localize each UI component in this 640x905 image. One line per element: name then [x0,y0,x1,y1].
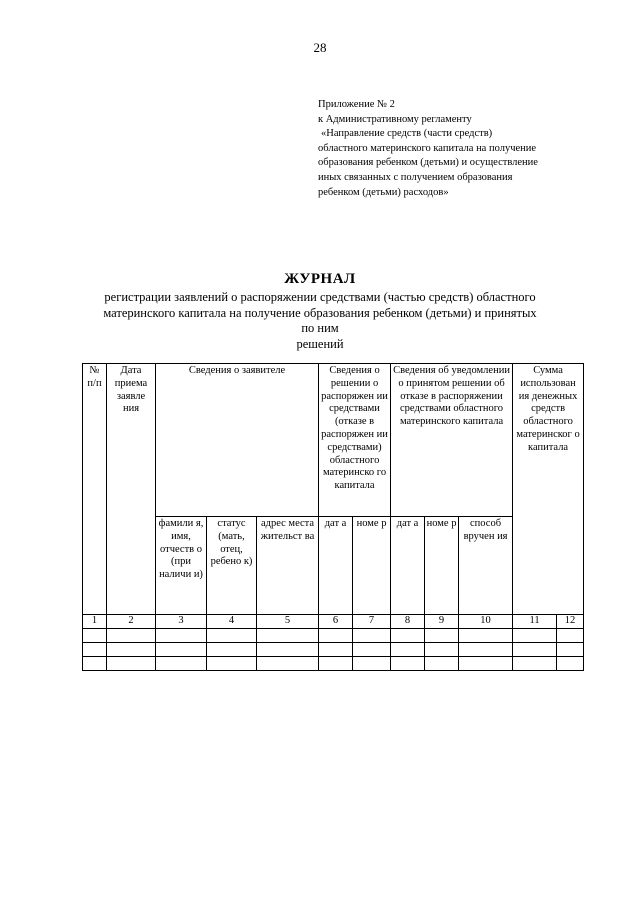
table-cell [513,628,557,642]
table-cell [107,656,156,670]
column-number: 4 [207,615,257,629]
header-decision: Сведения о решении о распоряжен ии средствами (отказе в распоряжен ии средствами) областного материнско го капитала [319,364,391,517]
appendix-line: «Направление средств (части средств) [321,128,493,140]
table-cell [353,628,391,642]
table-cell [107,642,156,656]
table-cell [207,642,257,656]
table-cell [425,642,459,656]
table-cell [83,628,107,642]
table-cell [319,642,353,656]
table-cell [207,628,257,642]
appendix-line: ребенком (детьми) расходов» [318,186,449,198]
table-cell [391,628,425,642]
table-cell [459,642,513,656]
table-cell [207,656,257,670]
appendix-line: образования ребенком (детьми) и осуществление [318,157,538,169]
table-cell [156,628,207,642]
header-sum: Сумма использован ия денежных средств областного материнског о капитала [513,364,584,615]
table-cell [319,628,353,642]
table-cell [257,628,319,642]
table-header-row [83,364,584,517]
subheader-decision-date: дат а [319,517,353,615]
column-number: 9 [425,615,459,629]
table-cell [257,642,319,656]
table-cell [83,656,107,670]
subheader-notice-method: способ вручен ия [459,517,513,615]
table-cell [513,656,557,670]
table-cell [353,656,391,670]
appendix-line: областного материнского капитала на получение [318,142,537,154]
appendix-line: Приложение № 2 [318,99,395,110]
column-number: 7 [353,615,391,629]
table-cell [557,642,584,656]
subtitle-line: решений [296,336,344,351]
table-cell [257,656,319,670]
table-cell [319,656,353,670]
table-cell [353,642,391,656]
column-number: 3 [156,615,207,629]
subheader-decision-number: номе р [353,517,391,615]
subtitle-line: регистрации заявлений о распоряжении средствами (частью средств) областного [104,290,536,304]
subheader-notice-number: номе р [425,517,459,615]
table-row [83,642,584,656]
table-cell [83,642,107,656]
column-number: 11 [513,615,557,629]
table-cell [557,628,584,642]
column-number: 12 [557,615,584,629]
column-number: 1 [83,615,107,629]
column-number: 6 [319,615,353,629]
document-subtitle [100,290,540,352]
table-row [83,656,584,670]
table-cell [391,656,425,670]
header-date: Дата приема заявле ния [107,364,156,615]
subtitle-line: материнского капитала на получение образования ребенком (детьми) и принятых по ним [103,305,537,335]
appendix-line: иных связанных с получением образования [318,171,513,183]
subheader-fio: фамили я, имя, отчеств о (при наличи и) [156,517,207,615]
table-cell [156,656,207,670]
table-cell [459,656,513,670]
column-number: 8 [391,615,425,629]
table-cell [425,628,459,642]
table-subheader-row [83,517,584,615]
table-cell [557,656,584,670]
page-number: 28 [313,40,327,55]
table-cell [107,628,156,642]
header-applicant: Сведения о заявителе [156,364,319,517]
header-num: № п/п [83,364,107,615]
subheader-address: адрес места жительст ва [257,517,319,615]
column-number: 10 [459,615,513,629]
appendix-note [318,98,608,200]
table-cell [459,628,513,642]
column-number: 5 [257,615,319,629]
table-row [83,628,584,642]
table-cell [391,642,425,656]
journal-table [82,363,584,671]
table-cell [425,656,459,670]
subheader-status: статус (мать, отец, ребено к) [207,517,257,615]
column-number: 2 [107,615,156,629]
table-cell [156,642,207,656]
table-cell [513,642,557,656]
document-title: ЖУРНАЛ [284,271,356,287]
column-number-row [83,615,584,629]
subheader-notice-date: дат а [391,517,425,615]
header-notice: Сведения об уведомлении о принятом решении об отказе в распоряжении средствами областного материнского капитала [391,364,513,517]
appendix-line: к Административному регламенту [318,113,472,125]
